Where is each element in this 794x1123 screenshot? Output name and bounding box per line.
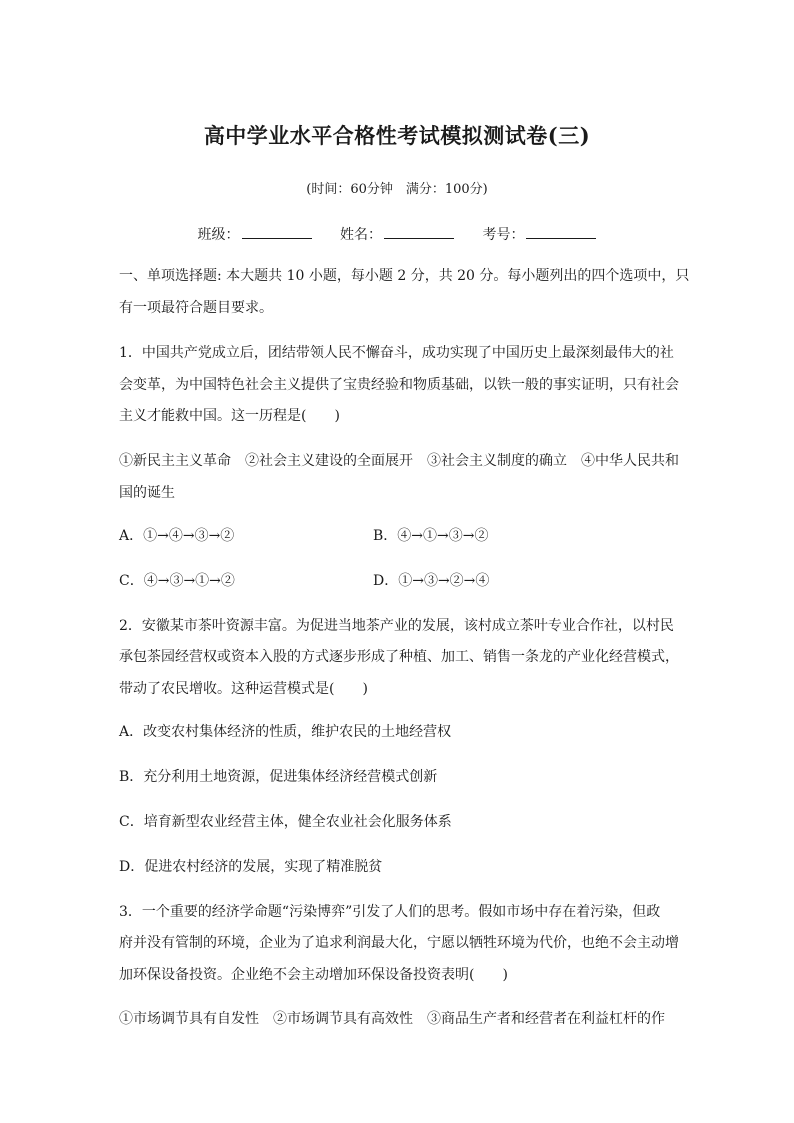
- class-blank[interactable]: [242, 226, 312, 239]
- q2-stem-line-1: 2．安徽某市茶叶资源丰富。为促进当地茶产业的发展，该村成立茶叶专业合作社，以村民: [119, 618, 674, 634]
- q1-items-line-1: ①新民主主义革命 ②社会主义建设的全面展开 ③社会主义制度的确立 ④中华人民共和: [119, 453, 679, 469]
- q3-stem-line-2: 府并没有管制的环境，企业为了追求利润最大化，宁愿以牺牲环境为代价，也绝不会主动增: [119, 935, 679, 951]
- q2-option-b: B．充分利用土地资源，促进集体经济经营模式创新: [119, 769, 438, 785]
- number-label: 考号：: [482, 227, 525, 243]
- number-field: [482, 224, 596, 244]
- q1-items-line-2: 国的诞生: [119, 485, 175, 501]
- q2-option-d: D．促进农村经济的发展，实现了精准脱贫: [119, 859, 383, 875]
- q2-stem-line-3: 带动了农民增收。这种运营模式是( ): [119, 681, 368, 697]
- section-instruction-line-2: 有一项最符合题目要求。: [119, 300, 273, 316]
- class-field: [198, 224, 312, 244]
- name-field: [340, 224, 454, 244]
- name-label: 姓名：: [340, 227, 382, 243]
- q3-stem-line-1: 3．一个重要的经济学命题“污染博弈”引发了人们的思考。假如市场中存在着污染，但政: [119, 904, 661, 920]
- section-instruction-line-1: 一、单项选择题: 本大题共 10 小题，每小题 2 分，共 20 分。每小题列出的四个选项中，只: [119, 268, 690, 284]
- q1-stem-line-2: 会变革，为中国特色社会主义提供了宝贵经验和物质基础，以铁一般的事实证明，只有社会: [119, 377, 679, 393]
- q2-stem-line-2: 承包茶园经营权或资本入股的方式逐步形成了种植、加工、销售一条龙的产业化经营模式，: [119, 649, 679, 665]
- q3-items-line-1: ①市场调节具有自发性 ②市场调节具有高效性 ③商品生产者和经营者在利益杠杆的作: [119, 1011, 665, 1027]
- q1-option-d: D．①→③→②→④: [373, 573, 490, 589]
- class-label: 班级：: [197, 227, 240, 243]
- q2-option-c: C．培育新型农业经营主体，健全农业社会化服务体系: [119, 814, 452, 830]
- q1-option-c: C．④→③→①→②: [119, 573, 235, 589]
- exam-title: 高中学业水平合格性考试模拟测试卷(三): [203, 123, 591, 148]
- q1-stem-line-1: 1．中国共产党成立后，团结带领人民不懈奋斗，成功实现了中国历史上最深刻最伟大的社: [119, 345, 674, 361]
- q2-option-a: A．改变农村集体经济的性质，维护农民的土地经营权: [119, 724, 452, 740]
- q1-option-a: A．①→④→③→②: [119, 528, 235, 544]
- q3-stem-line-3: 加环保设备投资。企业绝不会主动增加环保设备投资表明( ): [119, 967, 508, 983]
- q1-stem-line-3: 主义才能救中国。这一历程是( ): [119, 408, 340, 424]
- student-info-row: [0, 224, 794, 244]
- name-blank[interactable]: [384, 226, 454, 239]
- number-blank[interactable]: [526, 226, 596, 239]
- exam-duration-score: (时间：60分钟 满分：100分): [306, 182, 488, 197]
- q1-option-b: B．④→①→③→②: [373, 528, 489, 544]
